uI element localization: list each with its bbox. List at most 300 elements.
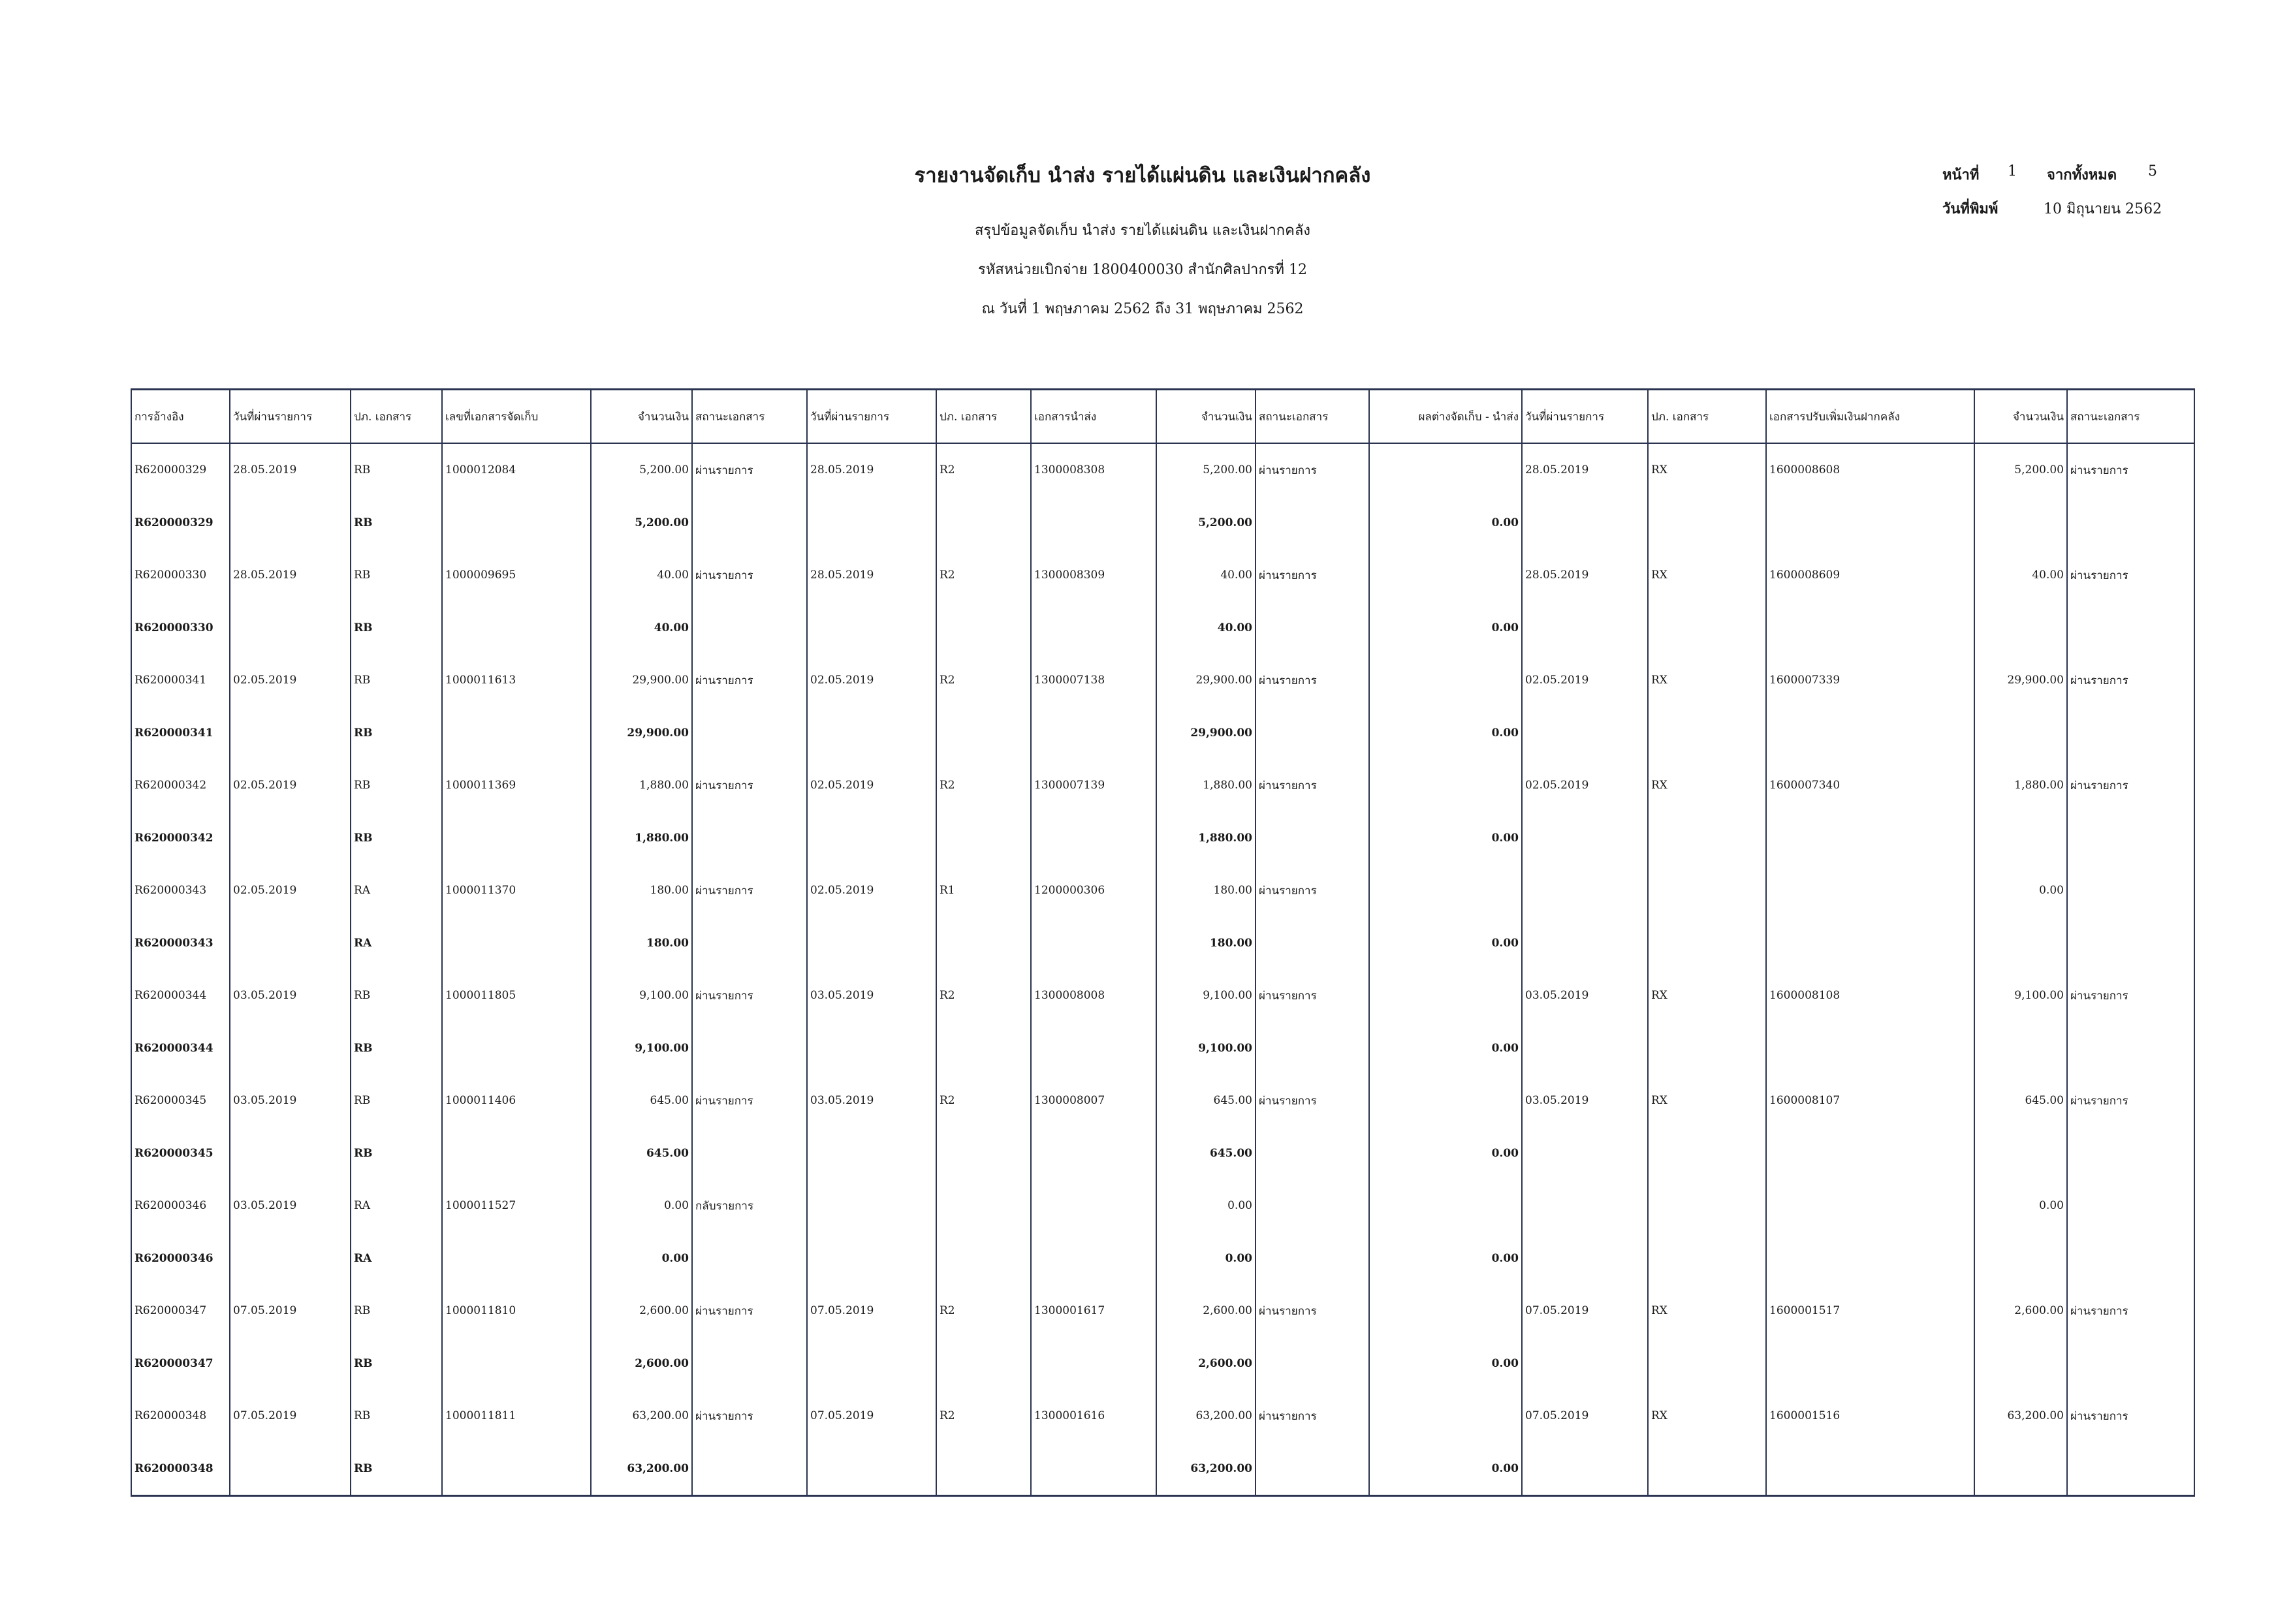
cell-posting-date: [230, 812, 351, 865]
cell-doc-type: RB: [351, 443, 442, 497]
cell-collection-doc-no: [442, 1337, 591, 1390]
cell-reference: R620000345: [131, 1127, 230, 1180]
cell-deposit-status: ผ่านรายการ: [2067, 654, 2194, 707]
cell-remit-doc-type: [936, 1232, 1031, 1285]
cell-reference: R620000347: [131, 1285, 230, 1337]
col-header-collection-amount: จำนวนเงิน: [591, 390, 692, 444]
cell-remit-doc-type: R2: [936, 549, 1031, 602]
cell-remit-doc: [1031, 497, 1156, 550]
cell-collection-amount: 2,600.00: [591, 1337, 692, 1390]
cell-deposit-status: [2067, 864, 2194, 917]
cell-collection-amount: 40.00: [591, 602, 692, 655]
cell-deposit-posting-date: 28.05.2019: [1522, 549, 1648, 602]
cell-remit-status: [1256, 1022, 1369, 1075]
cell-deposit-status: ผ่านรายการ: [2067, 1390, 2194, 1443]
cell-posting-date: 03.05.2019: [230, 1179, 351, 1232]
cell-remit-posting-date: [807, 917, 936, 970]
table-row: [131, 497, 2194, 550]
cell-remit-status: ผ่านรายการ: [1256, 1390, 1369, 1443]
cell-reference: R620000344: [131, 1022, 230, 1075]
cell-collection-status: [692, 1232, 807, 1285]
cell-remit-amount: 29,900.00: [1156, 707, 1256, 760]
table-row: [131, 1022, 2194, 1075]
cell-reference: R620000341: [131, 707, 230, 760]
cell-collect-remit-diff: 0.00: [1369, 707, 1522, 760]
cell-deposit-doc-type: RX: [1648, 654, 1766, 707]
col-header-doc-type: ปภ. เอกสาร: [351, 390, 442, 444]
cell-deposit-amount: [1974, 497, 2067, 550]
cell-doc-type: RB: [351, 1022, 442, 1075]
cell-remit-status: ผ่านรายการ: [1256, 1074, 1369, 1127]
col-header-collection-doc-no: เลขที่เอกสารจัดเก็บ: [442, 390, 591, 444]
cell-remit-amount: 180.00: [1156, 917, 1256, 970]
cell-doc-type: RB: [351, 759, 442, 812]
cell-remit-doc-type: R2: [936, 969, 1031, 1022]
cell-collection-amount: 9,100.00: [591, 969, 692, 1022]
cell-remit-amount: 645.00: [1156, 1074, 1256, 1127]
table-row: [131, 443, 2194, 497]
cell-doc-type: RB: [351, 654, 442, 707]
cell-collection-status: ผ่านรายการ: [692, 759, 807, 812]
table-row: [131, 707, 2194, 760]
table-row: [131, 1179, 2194, 1232]
report-period-line: ณ วันที่ 1 พฤษภาคม 2562 ถึง 31 พฤษภาคม 2562: [981, 301, 1304, 317]
cell-reference: R620000329: [131, 497, 230, 550]
cell-collection-status: ผ่านรายการ: [692, 1390, 807, 1443]
cell-remit-amount: 1,880.00: [1156, 812, 1256, 865]
cell-deposit-posting-date: 07.05.2019: [1522, 1390, 1648, 1443]
table-row: [131, 1232, 2194, 1285]
cell-deposit-adjust-doc: [1766, 1443, 1974, 1496]
cell-collect-remit-diff: 0.00: [1369, 1127, 1522, 1180]
cell-deposit-status: [2067, 1127, 2194, 1180]
cell-reference: R620000347: [131, 1337, 230, 1390]
cell-remit-status: [1256, 602, 1369, 655]
cell-remit-doc: [1031, 1127, 1156, 1180]
col-header-deposit-posting-date: วันที่ผ่านรายการ: [1522, 390, 1648, 444]
cell-deposit-doc-type: [1648, 707, 1766, 760]
cell-collection-status: ผ่านรายการ: [692, 969, 807, 1022]
cell-deposit-status: [2067, 497, 2194, 550]
cell-collection-status: ผ่านรายการ: [692, 654, 807, 707]
cell-collection-doc-no: [442, 497, 591, 550]
cell-remit-doc: 1300001617: [1031, 1285, 1156, 1337]
cell-remit-amount: 0.00: [1156, 1179, 1256, 1232]
cell-doc-type: RB: [351, 1127, 442, 1180]
cell-collect-remit-diff: 0.00: [1369, 917, 1522, 970]
cell-posting-date: 28.05.2019: [230, 549, 351, 602]
table-row: [131, 549, 2194, 602]
cell-deposit-doc-type: [1648, 497, 1766, 550]
cell-remit-posting-date: [807, 1443, 936, 1496]
cell-posting-date: [230, 1022, 351, 1075]
cell-collection-amount: 63,200.00: [591, 1443, 692, 1496]
cell-remit-posting-date: 02.05.2019: [807, 864, 936, 917]
cell-collection-amount: 0.00: [591, 1232, 692, 1285]
cell-remit-doc-type: [936, 1179, 1031, 1232]
cell-remit-doc-type: R2: [936, 1390, 1031, 1443]
cell-collection-doc-no: [442, 1232, 591, 1285]
cell-deposit-adjust-doc: [1766, 917, 1974, 970]
cell-collection-doc-no: [442, 917, 591, 970]
cell-remit-doc: [1031, 1232, 1156, 1285]
cell-remit-posting-date: 02.05.2019: [807, 654, 936, 707]
cell-collection-status: [692, 917, 807, 970]
cell-doc-type: RA: [351, 917, 442, 970]
cell-deposit-status: [2067, 1179, 2194, 1232]
cell-deposit-amount: [1974, 1337, 2067, 1390]
cell-deposit-status: ผ่านรายการ: [2067, 443, 2194, 497]
cell-posting-date: [230, 1443, 351, 1496]
cell-doc-type: RB: [351, 969, 442, 1022]
cell-remit-posting-date: [807, 497, 936, 550]
cell-remit-doc-type: [936, 917, 1031, 970]
col-header-deposit-doc-type: ปภ. เอกสาร: [1648, 390, 1766, 444]
cell-remit-doc: 1300008308: [1031, 443, 1156, 497]
cell-collection-doc-no: [442, 1022, 591, 1075]
cell-deposit-doc-type: [1648, 1337, 1766, 1390]
cell-remit-status: ผ่านรายการ: [1256, 1285, 1369, 1337]
cell-deposit-posting-date: 03.05.2019: [1522, 969, 1648, 1022]
cell-collection-status: ผ่านรายการ: [692, 549, 807, 602]
cell-deposit-amount: 63,200.00: [1974, 1390, 2067, 1443]
cell-deposit-doc-type: [1648, 602, 1766, 655]
cell-deposit-doc-type: RX: [1648, 759, 1766, 812]
cell-remit-doc-type: R2: [936, 443, 1031, 497]
cell-remit-doc: [1031, 1443, 1156, 1496]
page-label: หน้าที่: [1942, 166, 1980, 183]
cell-doc-type: RB: [351, 1337, 442, 1390]
table-row: [131, 602, 2194, 655]
cell-remit-posting-date: [807, 707, 936, 760]
cell-remit-doc-type: [936, 497, 1031, 550]
cell-remit-status: [1256, 1179, 1369, 1232]
cell-collection-amount: 180.00: [591, 864, 692, 917]
cell-collection-status: [692, 1337, 807, 1390]
cell-doc-type: RB: [351, 812, 442, 865]
col-header-remit-status: สถานะเอกสาร: [1256, 390, 1369, 444]
cell-collection-status: ผ่านรายการ: [692, 443, 807, 497]
cell-collect-remit-diff: [1369, 1285, 1522, 1337]
cell-collect-remit-diff: [1369, 759, 1522, 812]
cell-remit-status: ผ่านรายการ: [1256, 654, 1369, 707]
table-row: [131, 1337, 2194, 1390]
collection-report-table: [131, 388, 2195, 1497]
col-header-remit-amount: จำนวนเงิน: [1156, 390, 1256, 444]
cell-collect-remit-diff: 0.00: [1369, 602, 1522, 655]
cell-deposit-doc-type: RX: [1648, 1285, 1766, 1337]
cell-deposit-doc-type: RX: [1648, 549, 1766, 602]
cell-remit-status: ผ่านรายการ: [1256, 549, 1369, 602]
cell-remit-status: ผ่านรายการ: [1256, 759, 1369, 812]
cell-collect-remit-diff: [1369, 549, 1522, 602]
cell-remit-amount: 180.00: [1156, 864, 1256, 917]
cell-collection-doc-no: 1000011613: [442, 654, 591, 707]
cell-doc-type: RB: [351, 497, 442, 550]
cell-collection-doc-no: 1000011406: [442, 1074, 591, 1127]
cell-remit-doc-type: [936, 602, 1031, 655]
table-header-row: [131, 390, 2194, 444]
cell-reference: R620000343: [131, 864, 230, 917]
cell-collection-doc-no: [442, 1443, 591, 1496]
cell-deposit-adjust-doc: 1600008609: [1766, 549, 1974, 602]
cell-reference: R620000330: [131, 549, 230, 602]
cell-deposit-adjust-doc: 1600001516: [1766, 1390, 1974, 1443]
print-date-label: วันที่พิมพ์: [1942, 200, 1999, 217]
cell-deposit-posting-date: [1522, 1443, 1648, 1496]
cell-deposit-posting-date: [1522, 1179, 1648, 1232]
cell-deposit-adjust-doc: [1766, 1179, 1974, 1232]
cell-collection-amount: 645.00: [591, 1127, 692, 1180]
cell-doc-type: RA: [351, 1232, 442, 1285]
cell-deposit-doc-type: [1648, 1232, 1766, 1285]
cell-reference: R620000348: [131, 1390, 230, 1443]
cell-remit-doc-type: [936, 1337, 1031, 1390]
cell-remit-doc-type: R2: [936, 1074, 1031, 1127]
cell-collection-status: [692, 707, 807, 760]
cell-remit-doc: [1031, 812, 1156, 865]
cell-deposit-posting-date: [1522, 1127, 1648, 1180]
cell-deposit-adjust-doc: 1600008107: [1766, 1074, 1974, 1127]
cell-collection-amount: 63,200.00: [591, 1390, 692, 1443]
cell-remit-doc-type: [936, 1443, 1031, 1496]
cell-reference: R620000343: [131, 917, 230, 970]
col-header-reference: การอ้างอิง: [131, 390, 230, 444]
cell-remit-amount: 2,600.00: [1156, 1285, 1256, 1337]
cell-collection-status: กลับรายการ: [692, 1179, 807, 1232]
cell-remit-status: ผ่านรายการ: [1256, 864, 1369, 917]
cell-remit-amount: 5,200.00: [1156, 497, 1256, 550]
cell-deposit-status: ผ่านรายการ: [2067, 1285, 2194, 1337]
cell-remit-posting-date: [807, 1232, 936, 1285]
cell-reference: R620000346: [131, 1179, 230, 1232]
cell-posting-date: 03.05.2019: [230, 969, 351, 1022]
report-header: [0, 0, 2291, 366]
cell-remit-doc-type: [936, 1022, 1031, 1075]
cell-collection-status: [692, 497, 807, 550]
cell-deposit-adjust-doc: [1766, 602, 1974, 655]
cell-remit-doc: [1031, 1179, 1156, 1232]
col-header-deposit-amount: จำนวนเงิน: [1974, 390, 2067, 444]
cell-doc-type: RB: [351, 1074, 442, 1127]
cell-remit-amount: 40.00: [1156, 549, 1256, 602]
cell-deposit-adjust-doc: [1766, 707, 1974, 760]
cell-collection-status: [692, 1022, 807, 1075]
cell-collection-doc-no: 1000011810: [442, 1285, 591, 1337]
cell-collection-amount: 2,600.00: [591, 1285, 692, 1337]
cell-reference: R620000330: [131, 602, 230, 655]
cell-collection-doc-no: [442, 1127, 591, 1180]
cell-deposit-status: [2067, 917, 2194, 970]
cell-deposit-doc-type: [1648, 864, 1766, 917]
col-header-deposit-status: สถานะเอกสาร: [2067, 390, 2194, 444]
cell-remit-doc: 1300008007: [1031, 1074, 1156, 1127]
cell-deposit-amount: 5,200.00: [1974, 443, 2067, 497]
cell-deposit-adjust-doc: [1766, 1127, 1974, 1180]
cell-deposit-amount: [1974, 602, 2067, 655]
cell-collection-doc-no: 1000011811: [442, 1390, 591, 1443]
cell-collection-doc-no: [442, 812, 591, 865]
col-header-collect-remit-diff: ผลต่างจัดเก็บ - นำส่ง: [1369, 390, 1522, 444]
cell-reference: R620000344: [131, 969, 230, 1022]
cell-remit-amount: 9,100.00: [1156, 1022, 1256, 1075]
cell-deposit-posting-date: 02.05.2019: [1522, 654, 1648, 707]
cell-posting-date: 02.05.2019: [230, 654, 351, 707]
cell-deposit-doc-type: RX: [1648, 443, 1766, 497]
table-row: [131, 1074, 2194, 1127]
cell-remit-amount: 63,200.00: [1156, 1443, 1256, 1496]
cell-collection-amount: 40.00: [591, 549, 692, 602]
cell-deposit-adjust-doc: 1600008608: [1766, 443, 1974, 497]
cell-collection-doc-no: 1000011369: [442, 759, 591, 812]
cell-remit-doc: 1300001616: [1031, 1390, 1156, 1443]
cell-remit-doc: [1031, 1337, 1156, 1390]
table-row: [131, 759, 2194, 812]
cell-deposit-status: [2067, 1443, 2194, 1496]
cell-reference: R620000346: [131, 1232, 230, 1285]
cell-collection-status: [692, 1127, 807, 1180]
table-row: [131, 812, 2194, 865]
cell-remit-amount: 5,200.00: [1156, 443, 1256, 497]
table-row: [131, 1390, 2194, 1443]
cell-deposit-doc-type: [1648, 1179, 1766, 1232]
cell-deposit-doc-type: [1648, 1022, 1766, 1075]
cell-remit-posting-date: 28.05.2019: [807, 443, 936, 497]
cell-remit-status: [1256, 812, 1369, 865]
cell-deposit-posting-date: [1522, 1337, 1648, 1390]
cell-remit-doc: [1031, 707, 1156, 760]
cell-deposit-doc-type: [1648, 1443, 1766, 1496]
cell-deposit-posting-date: [1522, 1022, 1648, 1075]
cell-reference: R620000345: [131, 1074, 230, 1127]
print-date: 10 มิถุนายน 2562: [2044, 201, 2162, 217]
cell-posting-date: 03.05.2019: [230, 1074, 351, 1127]
cell-deposit-adjust-doc: 1600007339: [1766, 654, 1974, 707]
cell-posting-date: [230, 707, 351, 760]
cell-collection-amount: 645.00: [591, 1074, 692, 1127]
cell-deposit-status: [2067, 707, 2194, 760]
cell-deposit-status: [2067, 1022, 2194, 1075]
cell-remit-doc-type: [936, 707, 1031, 760]
cell-posting-date: 02.05.2019: [230, 759, 351, 812]
cell-remit-posting-date: 28.05.2019: [807, 549, 936, 602]
cell-remit-posting-date: [807, 1337, 936, 1390]
cell-remit-amount: 9,100.00: [1156, 969, 1256, 1022]
cell-deposit-amount: 1,880.00: [1974, 759, 2067, 812]
cell-deposit-amount: [1974, 1443, 2067, 1496]
cell-deposit-posting-date: [1522, 812, 1648, 865]
cell-deposit-doc-type: RX: [1648, 1390, 1766, 1443]
cell-remit-status: [1256, 1337, 1369, 1390]
cell-collection-doc-no: 1000011370: [442, 864, 591, 917]
cell-collect-remit-diff: 0.00: [1369, 1232, 1522, 1285]
cell-remit-doc: 1300007138: [1031, 654, 1156, 707]
cell-deposit-status: [2067, 1337, 2194, 1390]
cell-doc-type: RB: [351, 707, 442, 760]
cell-remit-posting-date: 02.05.2019: [807, 759, 936, 812]
disbursement-unit-line: รหัสหน่วยเบิกจ่าย 1800400030 สำนักศิลปากรที่ 12: [978, 262, 1307, 278]
cell-deposit-doc-type: [1648, 917, 1766, 970]
cell-remit-posting-date: [807, 1127, 936, 1180]
cell-collection-status: ผ่านรายการ: [692, 1285, 807, 1337]
cell-deposit-posting-date: [1522, 1232, 1648, 1285]
cell-deposit-amount: 2,600.00: [1974, 1285, 2067, 1337]
cell-collect-remit-diff: [1369, 864, 1522, 917]
cell-reference: R620000329: [131, 443, 230, 497]
cell-remit-amount: 63,200.00: [1156, 1390, 1256, 1443]
page-number: 1: [2008, 163, 2017, 180]
cell-posting-date: 07.05.2019: [230, 1285, 351, 1337]
cell-collection-status: ผ่านรายการ: [692, 864, 807, 917]
cell-remit-doc-type: R1: [936, 864, 1031, 917]
cell-collection-doc-no: 1000012084: [442, 443, 591, 497]
cell-deposit-status: [2067, 602, 2194, 655]
table-row: [131, 654, 2194, 707]
cell-doc-type: RB: [351, 602, 442, 655]
cell-collection-status: [692, 812, 807, 865]
cell-remit-amount: 1,880.00: [1156, 759, 1256, 812]
cell-deposit-posting-date: [1522, 917, 1648, 970]
cell-doc-type: RA: [351, 864, 442, 917]
col-header-posting-date: วันที่ผ่านรายการ: [230, 390, 351, 444]
cell-collect-remit-diff: [1369, 443, 1522, 497]
cell-posting-date: [230, 1232, 351, 1285]
cell-collection-amount: 180.00: [591, 917, 692, 970]
cell-remit-doc: 1200000306: [1031, 864, 1156, 917]
cell-deposit-amount: 40.00: [1974, 549, 2067, 602]
cell-remit-status: [1256, 1443, 1369, 1496]
table-row: [131, 1443, 2194, 1496]
cell-collection-amount: 29,900.00: [591, 707, 692, 760]
cell-deposit-posting-date: [1522, 602, 1648, 655]
cell-doc-type: RB: [351, 549, 442, 602]
cell-doc-type: RB: [351, 1390, 442, 1443]
cell-collection-doc-no: [442, 707, 591, 760]
cell-collect-remit-diff: 0.00: [1369, 497, 1522, 550]
cell-remit-status: [1256, 707, 1369, 760]
cell-remit-amount: 0.00: [1156, 1232, 1256, 1285]
cell-remit-status: ผ่านรายการ: [1256, 443, 1369, 497]
cell-deposit-posting-date: [1522, 497, 1648, 550]
cell-reference: R620000348: [131, 1443, 230, 1496]
cell-remit-doc-type: [936, 812, 1031, 865]
table-row: [131, 917, 2194, 970]
cell-deposit-posting-date: 28.05.2019: [1522, 443, 1648, 497]
cell-deposit-adjust-doc: 1600008108: [1766, 969, 1974, 1022]
cell-deposit-amount: 29,900.00: [1974, 654, 2067, 707]
cell-posting-date: [230, 497, 351, 550]
cell-deposit-amount: 645.00: [1974, 1074, 2067, 1127]
col-header-remit-doc: เอกสารนำส่ง: [1031, 390, 1156, 444]
col-header-remit-posting-date: วันที่ผ่านรายการ: [807, 390, 936, 444]
cell-doc-type: RB: [351, 1443, 442, 1496]
cell-posting-date: [230, 917, 351, 970]
cell-deposit-amount: [1974, 707, 2067, 760]
cell-collect-remit-diff: [1369, 1179, 1522, 1232]
cell-remit-posting-date: 07.05.2019: [807, 1285, 936, 1337]
col-header-collection-status: สถานะเอกสาร: [692, 390, 807, 444]
cell-collection-status: [692, 1443, 807, 1496]
cell-deposit-adjust-doc: 1600001517: [1766, 1285, 1974, 1337]
cell-collection-status: ผ่านรายการ: [692, 1074, 807, 1127]
total-pages-label: จากทั้งหมด: [2047, 166, 2117, 183]
cell-remit-status: ผ่านรายการ: [1256, 969, 1369, 1022]
cell-deposit-adjust-doc: [1766, 864, 1974, 917]
cell-reference: R620000341: [131, 654, 230, 707]
cell-remit-posting-date: 03.05.2019: [807, 969, 936, 1022]
cell-posting-date: [230, 1127, 351, 1180]
table-row: [131, 1285, 2194, 1337]
